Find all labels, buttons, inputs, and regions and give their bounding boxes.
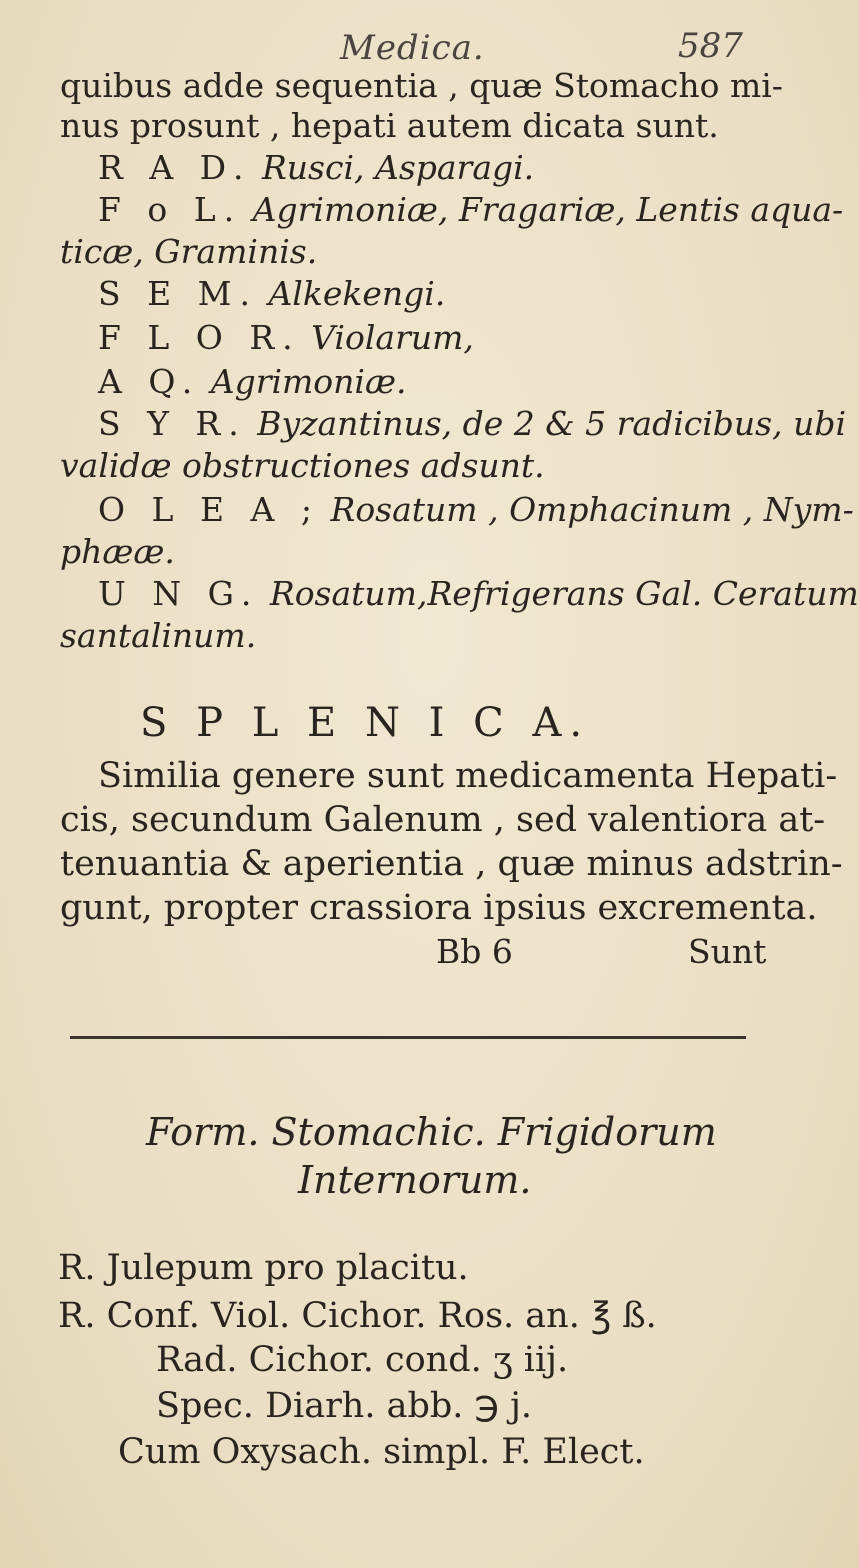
entry-flor [98, 318, 474, 358]
body-line: cis, secundum Galenum , sed valentiora at- [60, 800, 826, 840]
catchword: Sunt [688, 932, 767, 971]
formula-line: Rad. Cichor. cond. ʒ iij. [156, 1340, 569, 1380]
formula-line: Spec. Diarh. abb. ℈ j. [156, 1386, 533, 1426]
entry-label: S E M. [98, 274, 258, 313]
formula-title: Form. Stomachic. Frigidorum [146, 1110, 717, 1154]
body-line: tenuantia & aperientia , quæ minus adstrin- [60, 844, 843, 884]
running-head: Medica. [340, 28, 485, 68]
entry-sem [98, 274, 445, 314]
entry-text: Agrimoniæ, Fragariæ, Lentis aqua- [252, 190, 844, 229]
entry-olea [98, 490, 854, 530]
entry-rad [98, 148, 534, 188]
entry-text: Rusci, Asparagi. [261, 148, 535, 187]
entry-syr [98, 404, 846, 444]
entry-label: F L O R. [98, 318, 301, 357]
entry-fol [98, 190, 843, 230]
intro-line: nus prosunt , hepati autem dicata sunt. [60, 106, 719, 145]
entry-continuation: phææ. [60, 532, 175, 571]
entry-label: U N G. [98, 574, 260, 613]
entry-text: Agrimoniæ. [210, 362, 407, 401]
entry-label: S Y R. [98, 404, 247, 443]
body-line: Similia genere sunt medicamenta Hepati- [98, 756, 838, 796]
entry-ung [98, 574, 859, 614]
entry-continuation: santalinum. [60, 616, 257, 655]
page-number: 587 [678, 26, 743, 66]
entry-label: F o L. [98, 190, 243, 229]
page-header [0, 20, 800, 68]
entry-text: Rosatum,Refrigerans Gal. Ceratum [269, 574, 859, 613]
formula-line: R. Julepum pro placitu. [58, 1248, 469, 1288]
section-heading: S P L E N I C A. [140, 700, 591, 746]
formula-title-cont: Internorum. [298, 1158, 532, 1202]
entry-label: R A D. [98, 148, 252, 187]
body-line: gunt, propter crassiora ipsius excrementa. [60, 888, 818, 928]
entry-label: A Q. [98, 362, 201, 401]
signature-mark: Bb 6 [436, 932, 513, 971]
formula-line: R. Conf. Viol. Cichor. Ros. an. ℥ ß. [58, 1296, 657, 1336]
entry-text: Alkekengi. [268, 274, 446, 313]
divider-rule [70, 1036, 746, 1039]
entry-label: O L E A ; [98, 490, 320, 529]
entry-continuation: validæ obstructiones adsunt. [60, 446, 545, 485]
formula-line: Cum Oxysach. simpl. F. Elect. [118, 1432, 645, 1472]
entry-text: Byzantinus, de 2 & 5 radicibus, ubi [257, 404, 847, 443]
intro-line: quibus adde sequentia , quæ Stomacho mi- [60, 66, 783, 105]
entry-aq [98, 362, 407, 402]
entry-text: Violarum, [311, 318, 474, 357]
entry-text: Rosatum , Omphacinum , Nym- [330, 490, 854, 529]
entry-continuation: ticæ, Graminis. [60, 232, 318, 271]
